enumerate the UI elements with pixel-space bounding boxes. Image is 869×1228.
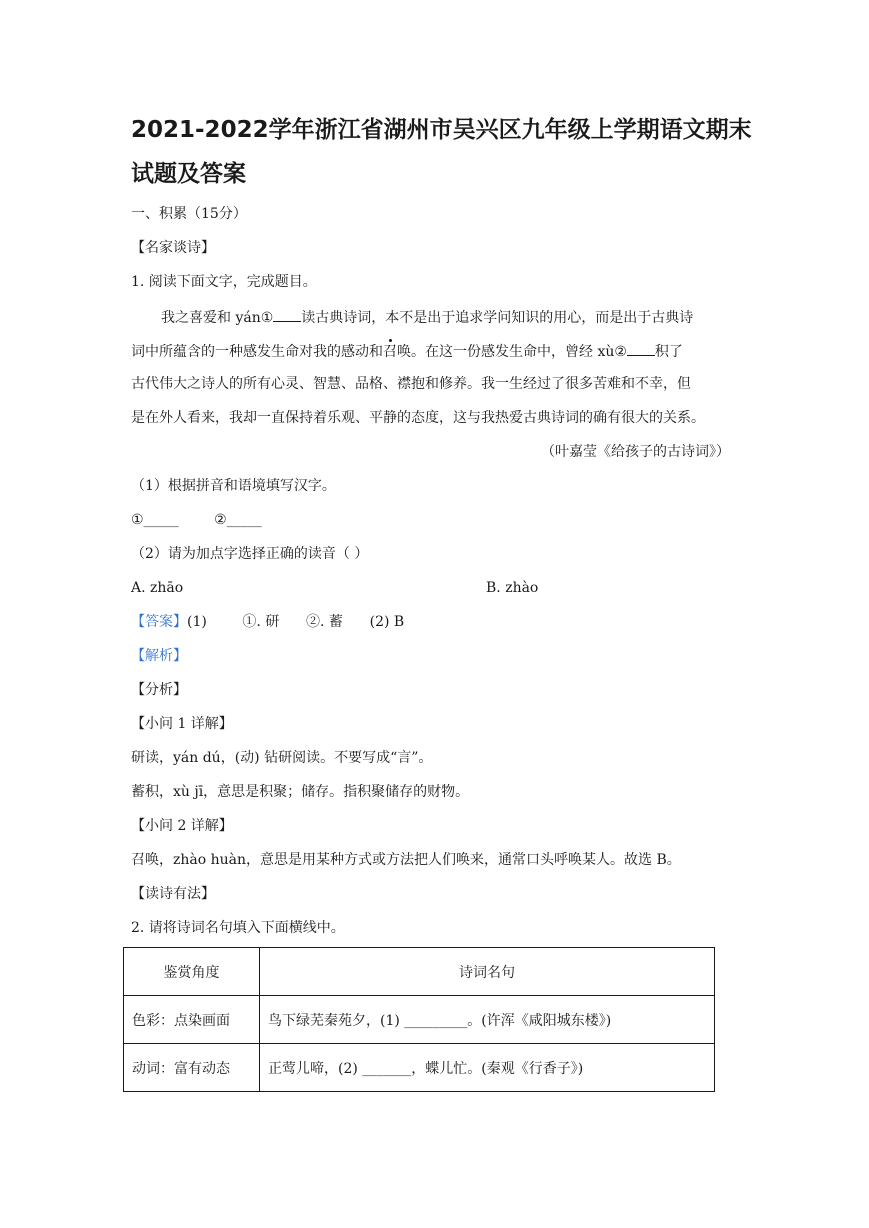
table-cell-verse: 正莺儿啼，(2) _______，蝶儿忙。(秦观《行香子》) [260,1044,715,1092]
detail-1-line-1: 研读，yán dú，(动) 钻研阅读。不要写成“言”。 [131,750,433,766]
question-2-prompt: 2. 请将诗词名句填入下面横线中。 [131,920,345,936]
question-1-sub-1: （1）根据拼音和语境填写汉字。 [131,478,336,494]
option-b: B. zhào [486,580,539,596]
answer-blanks: ①_____ ②_____ [131,512,262,528]
passage-line-2-part-b: 唤。在这一份感发生命中，曾经 xù② [397,344,627,360]
answer-label: 【答案】 [131,614,187,630]
passage-line-4: 是在外人看来，我却一直保持着乐观、平静的态度，这与我热爱古典诗词的确有很大的关系。 [131,410,705,426]
passage-line-2 [131,340,683,362]
passage-line-1-part-b: 读古典诗词，本不是出于追求学问知识的用心，而是出于古典诗 [301,310,694,326]
passage-line-1-part-a: 我之喜爱和 yán① [161,310,274,326]
table-cell-verse: 鸟下绿芜秦苑夕，(1) _________。(许浑《咸阳城东楼》) [260,996,715,1044]
detail-1-heading: 【小问 1 详解】 [131,716,233,732]
blank-2 [627,340,655,356]
document-title-line-2: 试题及答案 [131,161,246,187]
document-title-line-1: 2021-2022学年浙江省湖州市吴兴区九年级上学期语文期末 [131,117,752,143]
passage-source: （叶嘉莹《给孩子的古诗词》） [541,444,730,460]
detail-2-heading: 【小问 2 详解】 [131,818,233,834]
table-header-cell: 鉴赏角度 [124,948,260,996]
section-heading: 一、积累（15分） [131,206,247,222]
fenxi-label: 【分析】 [131,682,187,698]
passage-line-3: 古代伟大之诗人的所有心灵、智慧、品格、襟抱和修养。我一生经过了很多苦难和不幸，但 [131,376,691,392]
question-1-prompt: 1. 阅读下面文字，完成题目。 [131,274,317,290]
answer-line [131,612,404,632]
poem-table [123,947,715,1092]
blank-1 [273,306,301,322]
table-header-row [124,948,715,996]
option-a: A. zhāo [131,580,184,596]
passage-line-2-part-c: 积了 [654,344,683,360]
table-header-cell: 诗词名句 [260,948,715,996]
detail-2-line-1: 召唤，zhào huàn，意思是用某种方式或方法把人们唤来，通常口头呼唤某人。故选 B。 [131,852,681,868]
detail-1-line-2: 蓄积，xù jī，意思是积聚；储存。指积聚储存的财物。 [131,784,470,800]
analysis-label: 【解析】 [131,648,187,664]
subsection-famous-poets: 【名家谈诗】 [131,240,215,256]
answer-text: (1) ①. 研 ②. 蓄 (2) B [187,614,405,630]
question-1-sub-2: （2）请为加点字选择正确的读音（ ） [131,546,369,562]
subsection-reading-method: 【读诗有法】 [131,886,215,902]
table-row [124,996,715,1044]
table-row [124,1044,715,1092]
table-cell-angle: 动词：富有动态 [124,1044,260,1092]
table-cell-angle: 色彩：点染画面 [124,996,260,1044]
passage-line-2-part-a: 词中所蕴含的一种感发生命对我的感动和 [131,344,383,360]
passage-line-1 [161,306,693,328]
emphasized-character: 召 [383,344,397,360]
